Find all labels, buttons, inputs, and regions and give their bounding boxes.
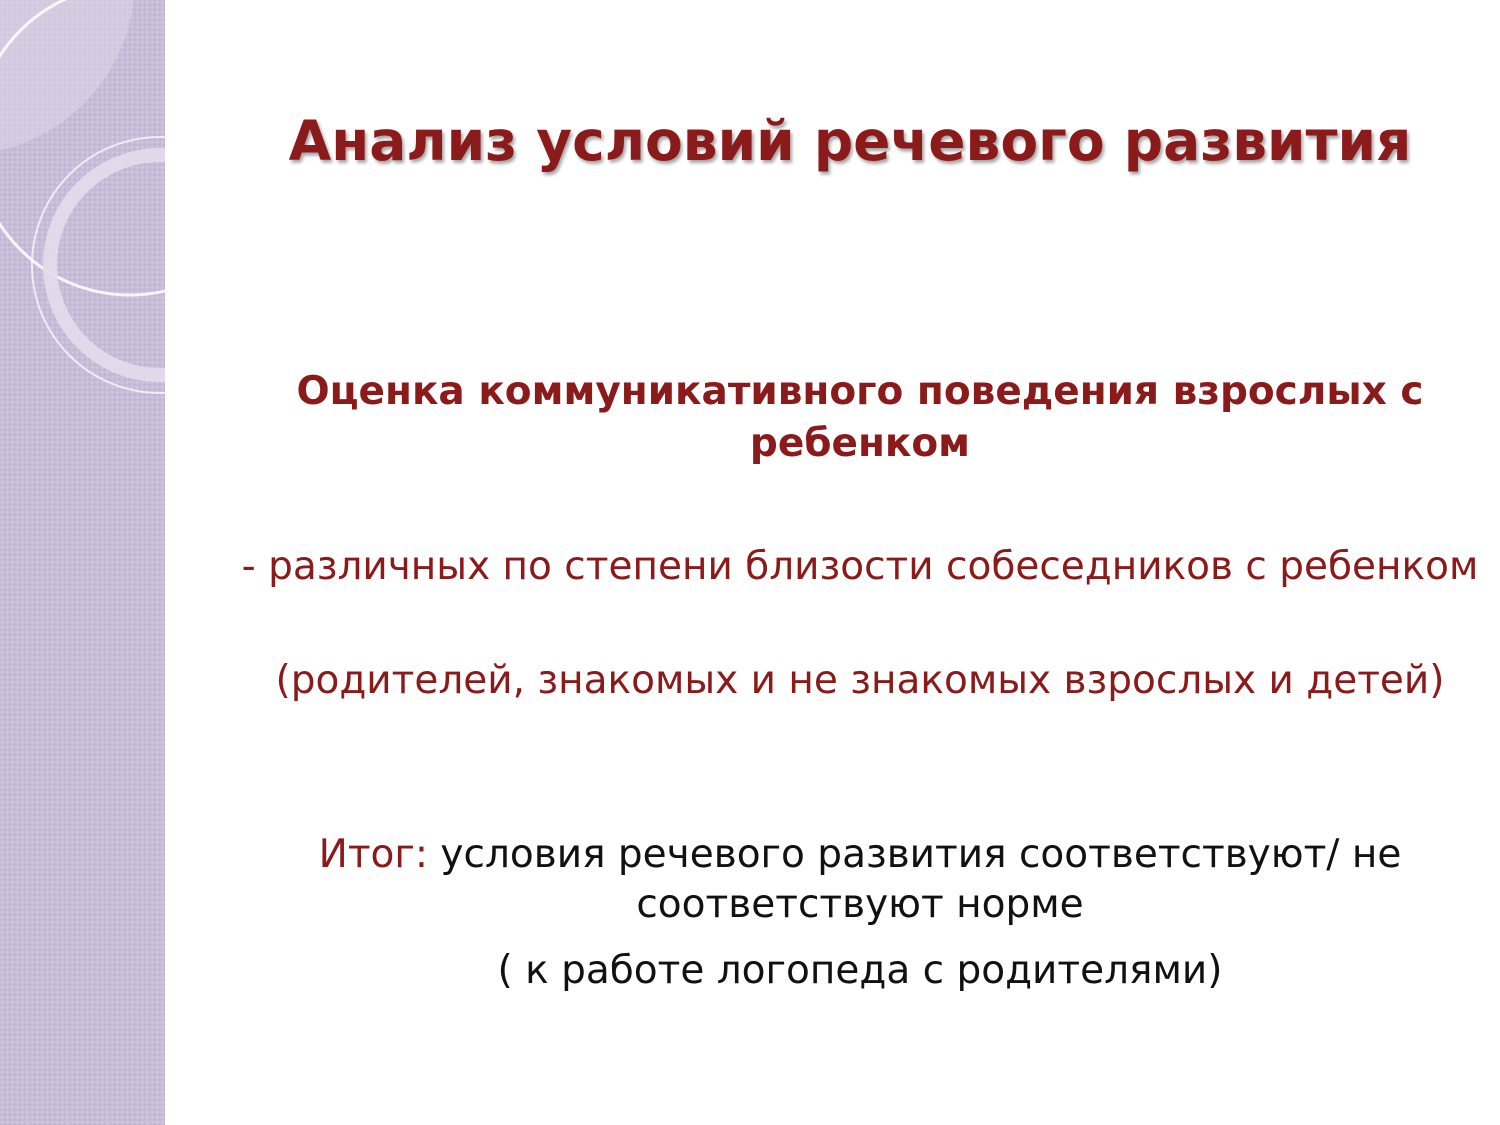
result-paragraph bbox=[240, 830, 1480, 930]
paragraph-examples: (родителей, знакомых и не знакомых взрослых и детей) bbox=[275, 658, 1445, 703]
decorative-side-band bbox=[0, 0, 165, 1125]
result-note: ( к работе логопеда с родителями) bbox=[497, 948, 1223, 993]
result-text: условия речевого развития соответствуют/ не соответствуют норме bbox=[428, 832, 1402, 927]
slide-title: Анализ условий речевого развития bbox=[288, 109, 1412, 173]
paragraph-interlocutors: - различных по степени близости собеседников с ребенком bbox=[241, 544, 1479, 589]
concentric-rings-decoration bbox=[0, 0, 165, 1125]
slide-subtitle: Оценка коммуникативного поведения взрослых с ребенком bbox=[296, 369, 1424, 466]
result-label: Итог: bbox=[318, 832, 429, 877]
